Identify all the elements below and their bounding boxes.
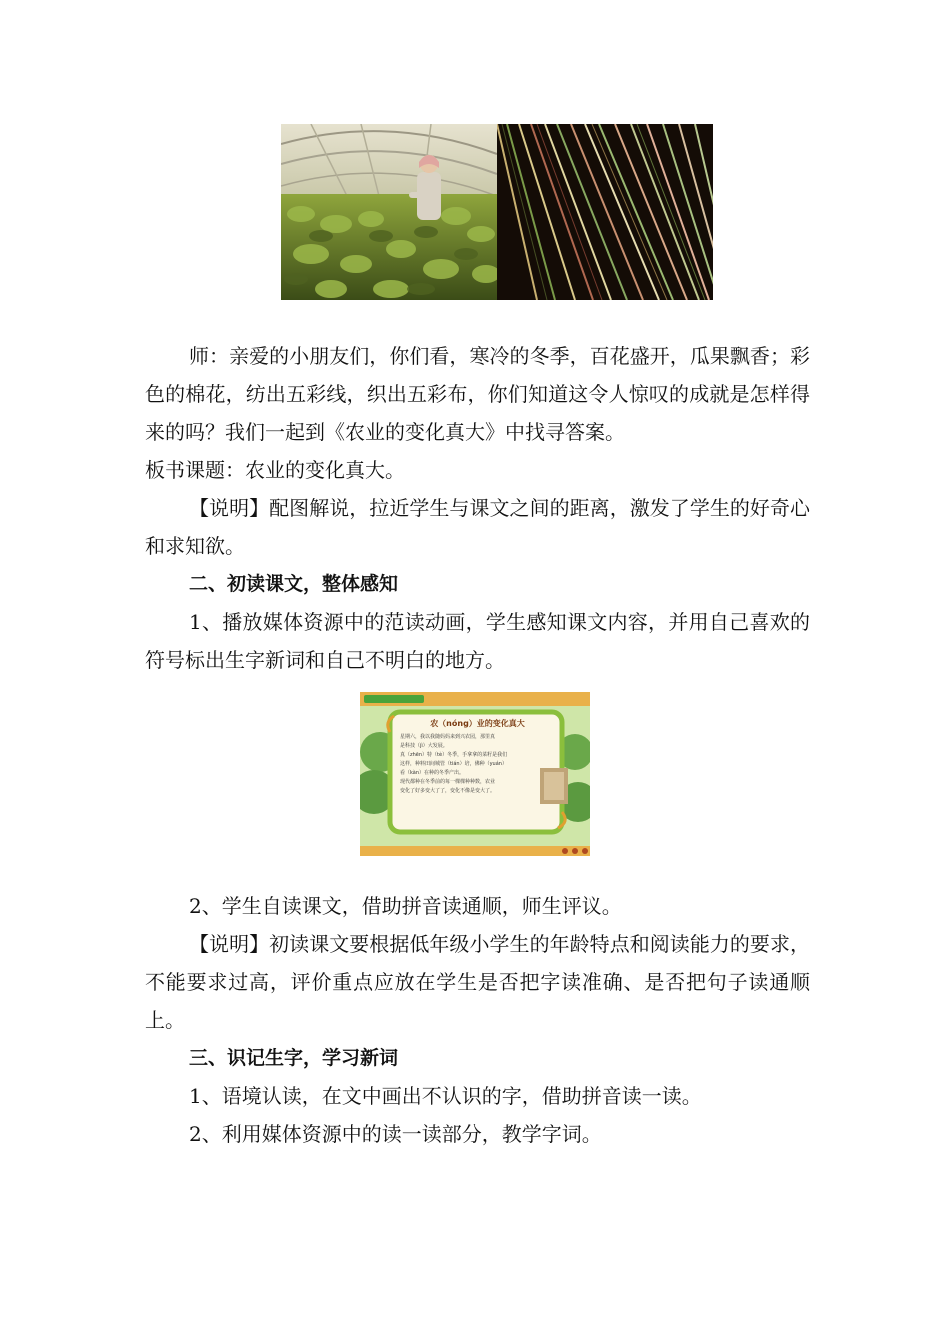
board-title-paragraph: 板书课题：农业的变化真大。 [145, 458, 405, 482]
greenhouse-photo [281, 124, 497, 300]
lower-text [145, 887, 810, 1153]
note-paragraph: 【说明】配图解说，拉近学生与课文之间的距离，激发了学生的好奇心和求知欲。 [145, 496, 810, 558]
greenhouse-image [281, 124, 497, 300]
courseware-line: 星期六，我以我随妈妈来到兴农园，那里真 [400, 734, 496, 740]
courseware-text [400, 718, 555, 796]
section-heading-3: 三、识记生字，学习新词 [189, 1047, 399, 1069]
photo-row [281, 124, 713, 300]
courseware-line: 是科技（jì）大发展。 [400, 743, 448, 749]
courseware-line: 这样，种料田间城管（tián）培，佛种（yuán） [400, 761, 507, 767]
courseware-line: 真（zhēn）特（tè）冬季，手拿拿的菜籽是我们 [400, 752, 508, 758]
courseware-line: 变化了好多变大了了，变化不像是变大了。 [400, 788, 496, 794]
step-paragraph-4: 2、利用媒体资源中的读一读部分，教学字词。 [189, 1122, 602, 1146]
courseware-screenshot [360, 692, 590, 856]
step-paragraph-1: 1、播放媒体资源中的范读动画，学生感知课文内容，并用自己喜欢的符号标出生字新词和自己不明白的地方。 [145, 610, 810, 672]
courseware-title: 农（nóng）业的变化真大 [430, 719, 525, 728]
courseware-body [400, 733, 555, 796]
section-heading-2: 二、初读课文，整体感知 [189, 573, 399, 595]
threads-photo [497, 124, 713, 300]
intro-paragraph: 师：亲爱的小朋友们，你们看，寒冷的冬季，百花盛开，瓜果飘香；彩色的棉花，纺出五彩线，织出五彩布，你们知道这令人惊叹的成就是怎样得来的吗？我们一起到《农业的变化真大》中找寻答案。 [145, 344, 810, 444]
upper-text [145, 337, 810, 679]
colored-threads-image [497, 124, 713, 300]
courseware-line: 看（kàn）在种的冬季产出。 [400, 770, 465, 776]
step-paragraph-2: 2、学生自读课文，借助拼音读通顺，师生评议。 [189, 894, 622, 918]
step-paragraph-3: 1、语境认读，在文中画出不认识的字，借助拼音读一读。 [189, 1084, 702, 1108]
note-paragraph-2: 【说明】初读课文要根据低年级小学生的年龄特点和阅读能力的要求，不能要求过高，评价重点应放在学生是否把字读准确、是否把句子读通顺上。 [145, 932, 810, 1032]
courseware-line: 现代都种在冬季前的每一棵棵种种数，农业 [400, 779, 496, 785]
